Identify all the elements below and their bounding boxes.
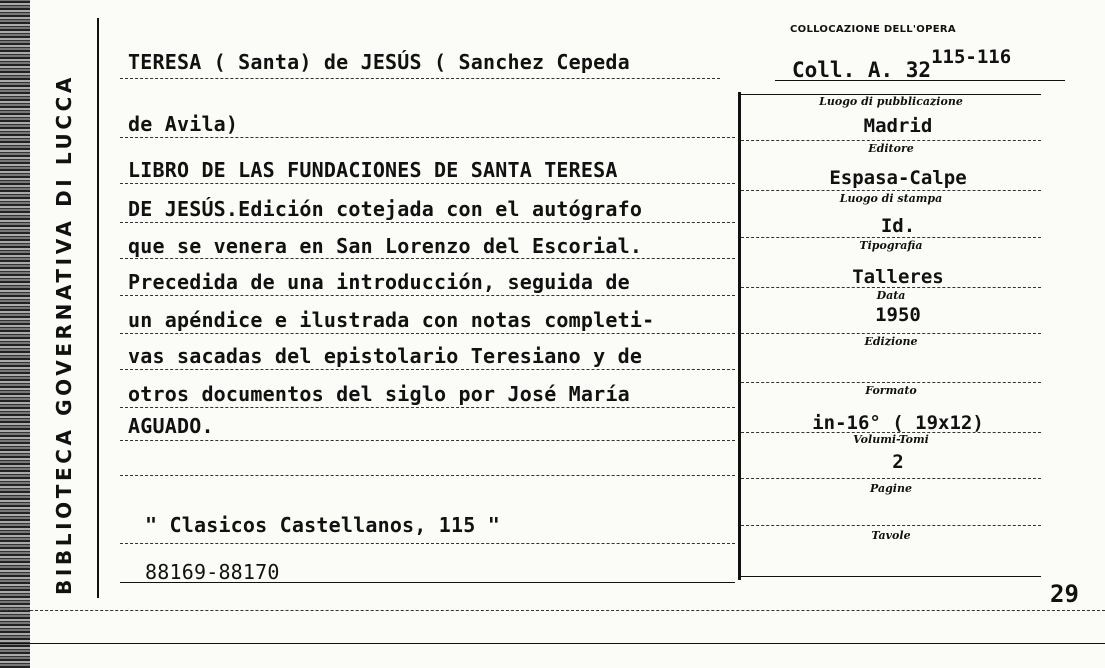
card-edge <box>0 0 30 668</box>
formato-label: Formato <box>865 384 917 397</box>
rule <box>120 440 735 441</box>
data-label: Data <box>876 289 906 302</box>
entry-line-8: vas sacadas del epistolario Teresiano y de <box>128 344 643 368</box>
data-value: 1950 <box>875 304 921 326</box>
entry-line-9: otros documentos del siglo por José María <box>128 382 630 406</box>
rule <box>120 295 735 296</box>
stampa-value: Id. <box>880 215 916 237</box>
entry-line-6: Precedida de una introducción, seguida de <box>128 270 630 294</box>
luogo-value: Madrid <box>863 115 933 137</box>
rule <box>741 237 1041 238</box>
volumi-value: 2 <box>892 451 904 473</box>
bottom-rule <box>0 643 1105 644</box>
edizione-label: Edizione <box>864 335 918 348</box>
tipografia-value: Talleres <box>852 266 944 288</box>
header-rule <box>775 80 1065 81</box>
editore-value: Espasa-Calpe <box>829 167 967 189</box>
entry-line-4: DE JESÚS.Edición cotejada con el autógrafo <box>128 197 643 221</box>
rule <box>120 183 735 184</box>
rule <box>120 137 735 138</box>
pagine-label: Pagine <box>870 482 912 495</box>
rule <box>120 543 735 544</box>
library-stamp: BIBLIOTECA GOVERNATIVA DI LUCCA <box>52 74 76 595</box>
rule <box>120 258 735 259</box>
shelfmark: Coll. A. 32 <box>792 58 932 82</box>
stampa-label: Luogo di stampa <box>839 192 943 205</box>
shelfmark-numbers: 115-116 <box>931 46 1012 68</box>
collocazione-label: COLLOCAZIONE DELL'OPERA <box>790 24 956 35</box>
volumi-label: Volumi-Tomi <box>853 433 929 446</box>
corner-mark: 29 <box>1050 580 1079 608</box>
rule <box>120 78 720 79</box>
rule <box>120 582 735 583</box>
luogo-label: Luogo di pubblicazione <box>819 95 963 108</box>
entry-line-5: que se venera en San Lorenzo del Escorial. <box>128 234 643 258</box>
rule <box>741 478 1041 479</box>
rule <box>741 140 1041 141</box>
rule <box>120 333 735 334</box>
editore-label: Editore <box>868 142 914 155</box>
series-note: " Clasicos Castellanos, 115 " <box>145 513 500 537</box>
bottom-rule <box>0 610 1105 611</box>
collocazione-value <box>792 46 1012 82</box>
rule <box>741 333 1041 334</box>
entry-line-7: un apéndice e ilustrada con notas completi- <box>128 308 655 332</box>
formato-value: in-16° ( 19x12) <box>812 412 984 434</box>
rule <box>741 190 1041 191</box>
rule <box>120 222 735 223</box>
entry-line-2: de Avila) <box>128 112 239 136</box>
tipografia-label: Tipografia <box>859 239 923 252</box>
entry-line-3: LIBRO DE LAS FUNDACIONES DE SANTA TERESA <box>128 158 618 182</box>
rule <box>741 525 1041 526</box>
rule <box>120 475 735 476</box>
rule <box>741 382 1041 383</box>
margin-rule <box>97 18 99 598</box>
rule <box>741 287 1041 288</box>
entry-line-10: AGUADO. <box>128 414 214 438</box>
rule <box>741 576 1041 577</box>
rule <box>120 369 735 370</box>
entry-line-1: TERESA ( Santa) de JESÚS ( Sanchez Cepeda <box>128 50 630 74</box>
inventory-number: 88169-88170 <box>145 560 280 584</box>
rule <box>120 407 735 408</box>
tavole-label: Tavole <box>871 529 911 542</box>
